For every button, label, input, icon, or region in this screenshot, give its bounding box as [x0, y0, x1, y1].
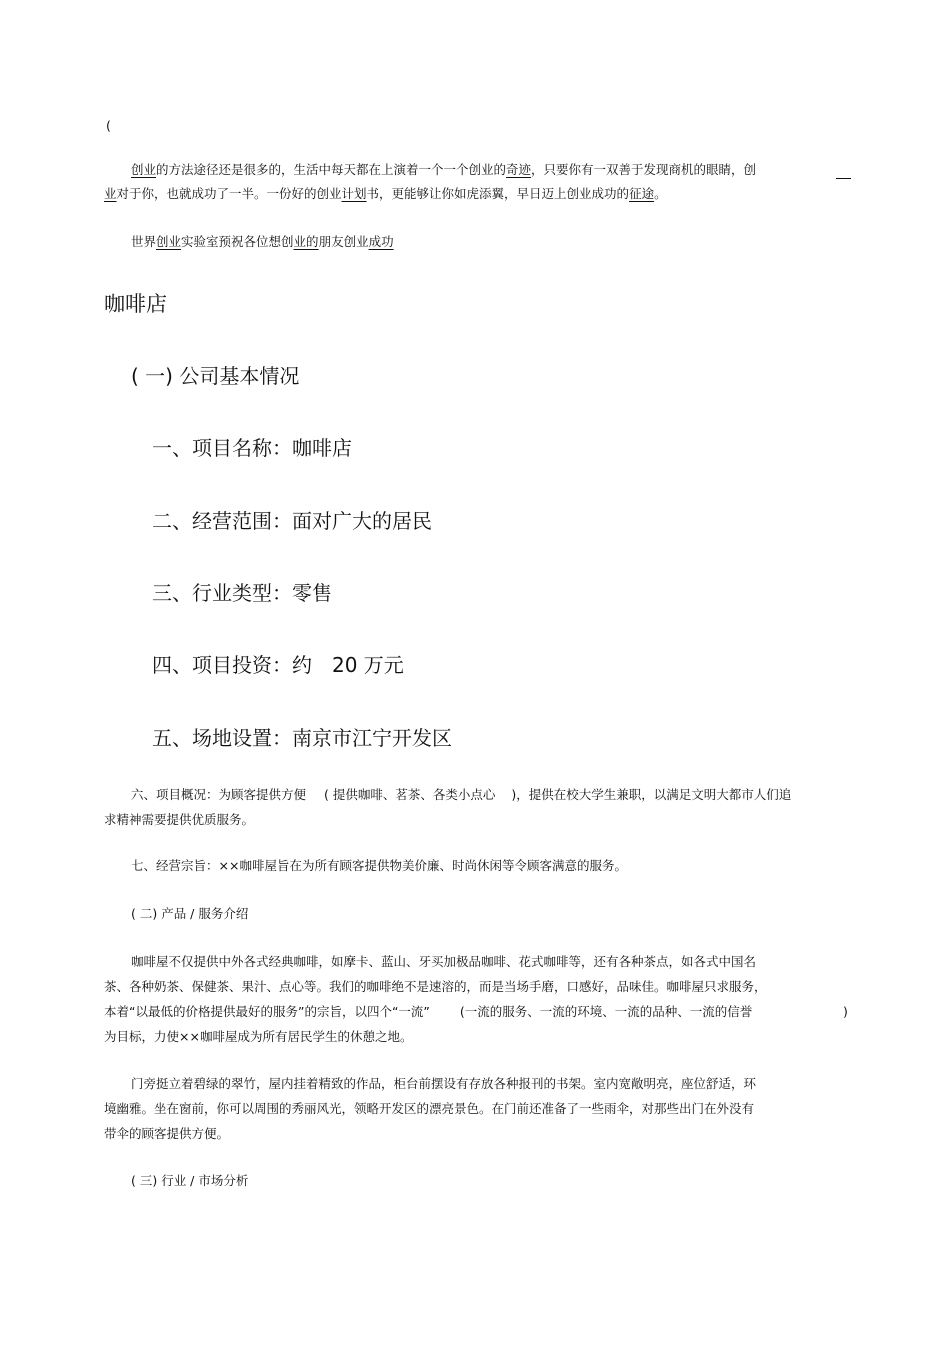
- item-investment: 四、项目投资：约 20 万元: [152, 653, 404, 677]
- products-closing-paren: ): [843, 1004, 848, 1019]
- item-project-name: 一、项目名称：咖啡店: [152, 436, 352, 460]
- intro-text: 实验室预祝各位想创: [181, 234, 294, 249]
- environment-line-3: 带伞的顾客提供方便。: [104, 1126, 230, 1141]
- item-overview-line-1: [131, 787, 791, 803]
- underlined-word: 计划: [341, 186, 367, 201]
- underlined-word: 成功: [368, 234, 394, 249]
- margin-dash: [836, 178, 851, 179]
- section-heading-products: ( 二) 产品 / 服务介绍: [131, 906, 249, 921]
- intro-text: 的方法途径还是很多的，生活中每天都在上演着一个一个创业的: [156, 162, 507, 177]
- intro-paragraph-line-2: [104, 186, 667, 202]
- underlined-word: 奇迹: [506, 162, 532, 177]
- intro-paren: (: [106, 118, 111, 133]
- products-line-3: [104, 1004, 752, 1020]
- intro-text: 朋友创业: [318, 234, 369, 249]
- underlined-word: 业: [104, 186, 117, 201]
- overview-text: )，提供在校大学生兼职，以满足文明大都市人们追: [511, 787, 792, 802]
- overview-text: ( 提供咖啡、茗茶、各类小点心: [324, 787, 496, 802]
- section-heading-company: ( 一) 公司基本情况: [131, 364, 300, 388]
- intro-wishes: [131, 234, 394, 250]
- item-purpose: 七、经营宗旨：××咖啡屋旨在为所有顾客提供物美价廉、时尚休闲等令顾客满意的服务。: [131, 858, 627, 873]
- products-line-4: 为目标，力使××咖啡屋成为所有居民学生的休憩之地。: [104, 1029, 413, 1044]
- environment-line-2: 境幽雅。坐在窗前，你可以周围的秀丽风光，领略开发区的漂亮景色。在门前还准备了一些雨伞，对那些出门在外没有: [104, 1101, 755, 1116]
- item-overview-line-2: 求精神需要提供优质服务。: [104, 812, 255, 827]
- underlined-word: 创业: [131, 162, 157, 177]
- underlined-word: 创业: [156, 234, 182, 249]
- products-text: 本着“以最低的价格提供最好的服务”的宗旨，以四个“一流”: [104, 1004, 430, 1019]
- intro-paragraph-line-1: [131, 162, 756, 178]
- item-industry-type: 三、行业类型：零售: [152, 581, 332, 605]
- item-business-scope: 二、经营范围：面对广大的居民: [152, 509, 432, 533]
- intro-text: 书，更能够让你如虎添翼，早日迈上创业成功的: [366, 186, 630, 201]
- products-text: (一流的服务、一流的环境、一流的品种、一流的信誉: [459, 1004, 753, 1019]
- environment-line-1: 门旁挺立着碧绿的翠竹，屋内挂着精致的作品，柜台前摆设有存放各种报刊的书架。室内宽敞明亮，座位舒适，环: [131, 1076, 757, 1091]
- products-line-1: 咖啡屋不仅提供中外各式经典咖啡，如摩卡、蓝山、牙买加极品咖啡、花式咖啡等，还有各种茶点，如各式中国名: [131, 954, 757, 969]
- underlined-word: 征途: [629, 186, 655, 201]
- products-line-2: 茶、各种奶茶、保健茶、果汁、点心等。我们的咖啡绝不是速溶的，而是当场手磨，口感好，品味佳。咖啡屋只求服务，: [104, 979, 767, 994]
- overview-text: 六、项目概况：为顾客提供方便: [131, 787, 307, 802]
- document-title: 咖啡店: [104, 292, 167, 316]
- intro-text: 。: [654, 186, 667, 201]
- intro-text: 对于你，也就成功了一半。一份好的创业: [116, 186, 342, 201]
- intro-text: 世界: [131, 234, 157, 249]
- section-heading-market: ( 三) 行业 / 市场分析: [131, 1173, 249, 1188]
- item-location: 五、场地设置：南京市江宁开发区: [152, 726, 452, 750]
- intro-text: ，只要你有一双善于发现商机的眼睛，创: [531, 162, 757, 177]
- underlined-word: 业的: [293, 234, 319, 249]
